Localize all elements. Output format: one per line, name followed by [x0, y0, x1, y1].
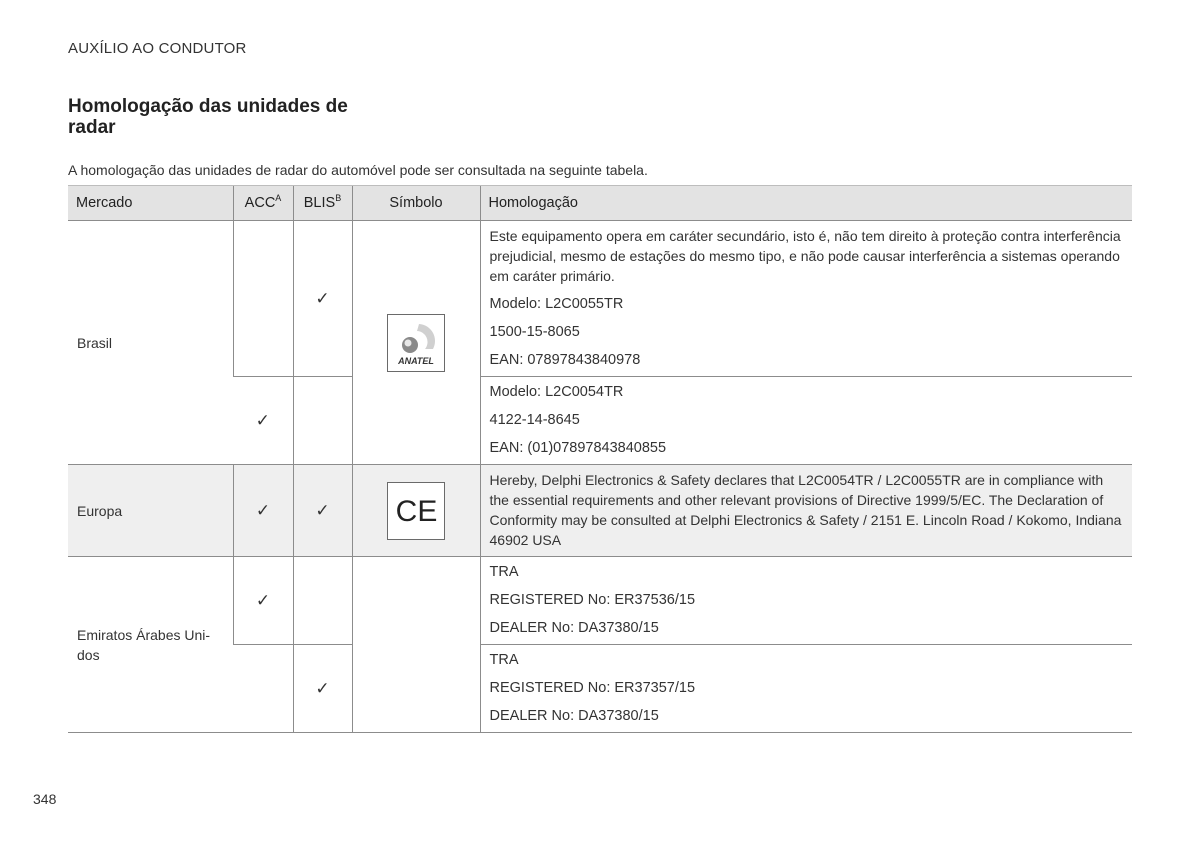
homologation-cell: [480, 645, 1132, 733]
header-homologation: Homologação: [480, 186, 1132, 221]
header-symbol: Símbolo: [352, 186, 480, 221]
uae-registered-b: REGISTERED No: ER37357/15: [489, 680, 696, 696]
homologation-cell: [480, 221, 1132, 377]
symbol-cell: [352, 221, 480, 465]
header-market: Mercado: [68, 186, 233, 221]
check-icon: ✓: [315, 500, 330, 520]
check-icon: ✓: [315, 288, 330, 308]
brasil-model-a: Modelo: L2C0055TR: [489, 296, 624, 312]
intro-text: A homologação das unidades de radar do automóvel pode ser consultada na seguinte tabela.: [68, 162, 648, 178]
table-row: [68, 465, 1132, 557]
brasil-model-b: Modelo: L2C0054TR: [489, 384, 624, 400]
anatel-logo-icon: [387, 314, 445, 372]
table-row: [68, 221, 1132, 377]
section-label: AUXÍLIO AO CONDUTOR: [68, 40, 247, 57]
brasil-disclaimer: Este equipamento opera em caráter secundário, isto é, não tem direito à proteção contra interferência prejudicial, mesmo de estações do mesmo tipo, e não pode causar interferência a sistemas operando em caráter primário.: [489, 228, 1121, 284]
acc-superscript: A: [275, 193, 282, 204]
symbol-cell: [352, 465, 480, 557]
brasil-ean-a: EAN: 07897843840978: [489, 352, 641, 368]
check-icon: ✓: [255, 500, 271, 520]
acc-cell: [233, 377, 293, 465]
page-number: 348: [33, 791, 57, 807]
blis-cell: [293, 221, 352, 377]
table-row: [68, 557, 1132, 645]
brasil-code-b: 4122-14-8645: [489, 412, 580, 428]
homologation-cell: [480, 557, 1132, 645]
uae-tra-b: TRA: [489, 652, 519, 668]
anatel-logo-text: ANATEL: [397, 355, 434, 366]
europa-declaration: Hereby, Delphi Electronics & Safety declares that L2C0054TR / L2C0055TR are in compliance with the essential requirements and other relevant provisions of Directive 1999/5/EC. The Declaration of Conformity may be consulted at Delphi Electronics & Safety / 2151 E. Lincoln Road / Kokomo, Indiana 46902 USA: [489, 472, 1122, 548]
ce-mark-icon: [387, 482, 445, 540]
symbol-cell: [352, 557, 480, 733]
blis-cell: [293, 557, 352, 645]
table-header-row: [68, 186, 1132, 221]
uae-tra-a: TRA: [489, 564, 519, 580]
homologation-table: [68, 185, 1132, 733]
acc-cell: [233, 465, 293, 557]
ce-mark-text: CE: [395, 494, 437, 528]
acc-cell: [233, 557, 293, 645]
market-uae: Emiratos Árabes Uni-dos: [68, 557, 233, 733]
market-europa: Europa: [68, 465, 233, 557]
homologation-cell: [480, 377, 1132, 465]
check-icon: ✓: [255, 590, 271, 610]
check-icon: ✓: [255, 410, 270, 430]
homologation-cell: [480, 465, 1132, 557]
page-title: Homologação das unidades de radar: [68, 96, 348, 138]
blis-cell: [293, 465, 352, 557]
acc-cell: [233, 645, 293, 733]
header-acc: $ACC^A$: [233, 186, 293, 221]
header-blis: $BLIS^B$: [293, 186, 352, 221]
uae-dealer-b: DEALER No: DA37380/15: [489, 708, 659, 724]
blis-cell: [293, 645, 352, 733]
brasil-code-a: 1500-15-8065: [489, 324, 580, 340]
check-icon: ✓: [315, 678, 330, 698]
acc-cell: [233, 221, 293, 377]
brasil-ean-b: EAN: (01)07897843840855: [489, 440, 667, 456]
blis-cell: [293, 377, 352, 465]
uae-dealer-a: DEALER No: DA37380/15: [489, 620, 659, 636]
market-brasil: Brasil: [68, 221, 233, 465]
uae-registered-a: REGISTERED No: ER37536/15: [489, 592, 696, 608]
blis-superscript: B: [335, 193, 342, 204]
